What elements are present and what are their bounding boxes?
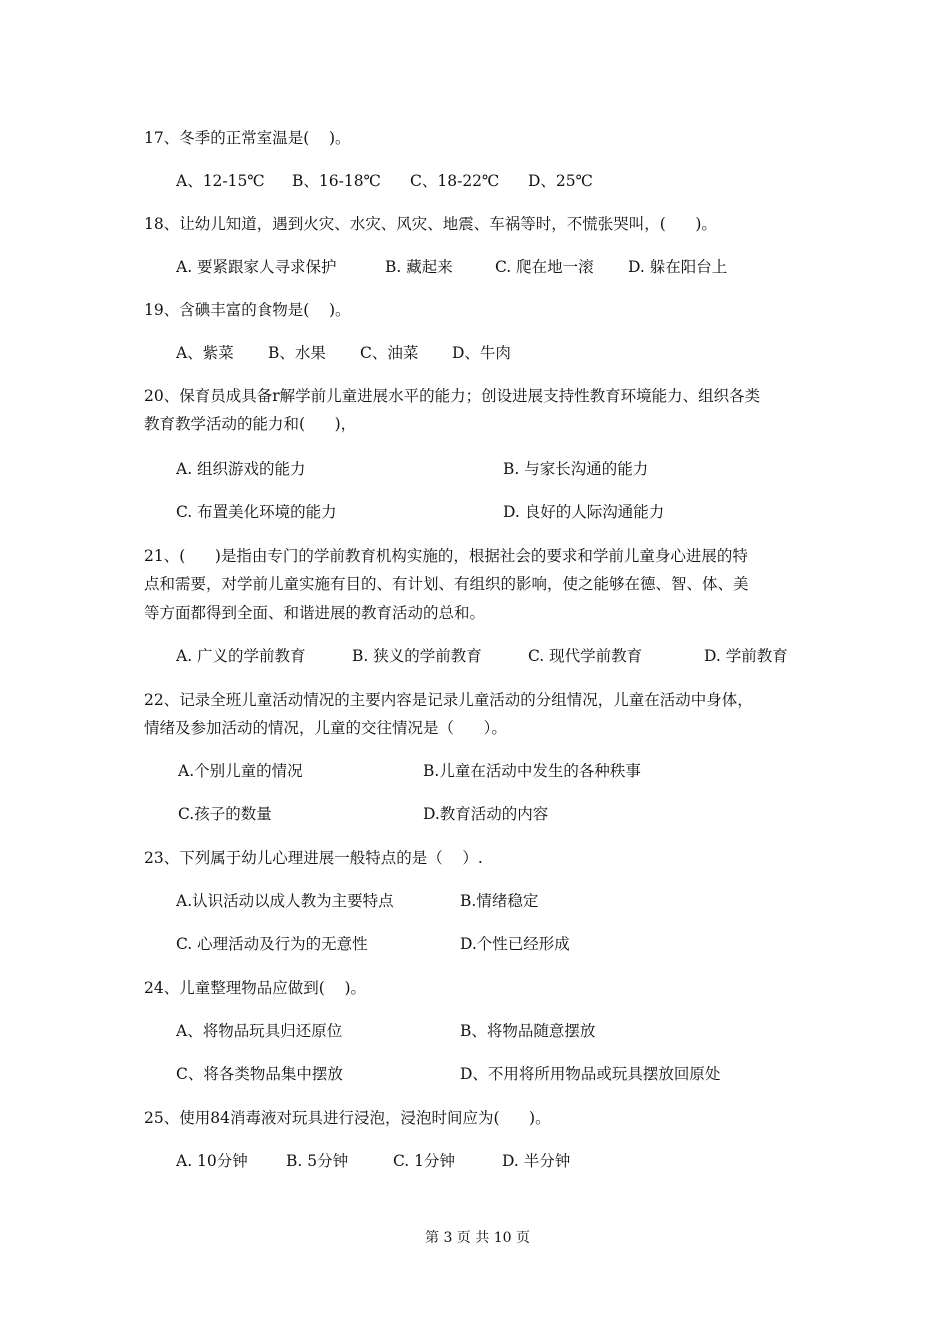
question-20-stem-line-2: 教育教学活动的能力和( )，	[144, 415, 357, 433]
question-19-option-a: A、紫菜	[176, 344, 234, 362]
question-20-stem-line-1: 20、保育员成具备r解学前儿童进展水平的能力；创设进展支持性教育环境能力、组织各类	[144, 387, 761, 405]
question-18-option-a: A. 要紧跟家人寻求保护	[176, 258, 337, 276]
question-21-stem-line-1: 21、( )是指由专门的学前教育机构实施的，根据社会的要求和学前儿童身心进展的特	[144, 547, 748, 565]
question-18-stem: 18、让幼儿知道，遇到火灾、水灾、风灾、地震、车祸等时，不慌张哭叫，( )。	[144, 215, 717, 233]
question-21-stem-line-3: 等方面都得到全面、和谐进展的教育活动的总和。	[144, 604, 486, 622]
question-21-option-b: B. 狭义的学前教育	[352, 647, 482, 665]
question-18-option-d: D. 躲在阳台上	[628, 258, 728, 276]
question-22-option-b: B.儿童在活动中发生的各种秩事	[423, 762, 641, 780]
question-21-option-d: D. 学前教育	[704, 647, 788, 665]
question-22-option-d: D.教育活动的内容	[423, 805, 549, 823]
question-20-option-a: A. 组织游戏的能力	[176, 460, 306, 478]
question-25-option-d: D. 半分钟	[502, 1152, 571, 1170]
question-20-option-b: B. 与家长沟通的能力	[503, 460, 649, 478]
question-17-option-c: C、18-22℃	[410, 172, 500, 190]
page-footer: 第 3 页 共 10 页	[425, 1230, 530, 1246]
question-22-option-a: A.个别儿童的情况	[178, 762, 303, 780]
question-17-option-a: A、12-15℃	[176, 172, 265, 190]
question-20-option-d: D. 良好的人际沟通能力	[503, 503, 665, 521]
question-17-option-d: D、25℃	[528, 172, 593, 190]
question-21-option-c: C. 现代学前教育	[528, 647, 643, 665]
question-23-option-a: A.认识活动以成人教为主要特点	[176, 892, 394, 910]
question-18-option-c: C. 爬在地一滚	[495, 258, 594, 276]
question-24-option-d: D、不用将所用物品或玩具摆放回原处	[460, 1065, 721, 1083]
question-19-option-d: D、牛肉	[452, 344, 511, 362]
question-21-stem-line-2: 点和需要，对学前儿童实施有目的、有计划、有组织的影响，使之能够在德、智、体、美	[144, 575, 749, 593]
question-23-option-d: D.个性已经形成	[460, 935, 570, 953]
question-23-stem: 23、下列属于幼儿心理进展一般特点的是（ ）.	[144, 849, 483, 867]
question-21-option-a: A. 广义的学前教育	[176, 647, 306, 665]
question-25-stem: 25、使用84消毒液对玩具进行浸泡，浸泡时间应为( )。	[144, 1109, 551, 1127]
question-23-option-b: B.情绪稳定	[460, 892, 539, 910]
question-17-option-b: B、16-18℃	[292, 172, 381, 190]
question-20-option-c: C. 布置美化环境的能力	[176, 503, 337, 521]
question-22-stem-line-2: 情绪及参加活动的情况，儿童的交往情况是（ ）。	[144, 719, 507, 737]
question-25-option-b: B. 5分钟	[286, 1152, 349, 1170]
question-24-option-c: C、将各类物品集中摆放	[176, 1065, 343, 1083]
question-25-option-a: A. 10分钟	[176, 1152, 248, 1170]
question-19-stem: 19、含碘丰富的食物是( )。	[144, 301, 351, 319]
question-22-option-c: C.孩子的数量	[178, 805, 272, 823]
question-24-option-a: A、将物品玩具归还原位	[176, 1022, 343, 1040]
question-19-option-c: C、油菜	[360, 344, 419, 362]
question-25-option-c: C. 1分钟	[393, 1152, 456, 1170]
question-17-stem: 17、冬季的正常室温是( )。	[144, 129, 351, 147]
question-24-stem: 24、儿童整理物品应做到( )。	[144, 979, 367, 997]
question-24-option-b: B、将物品随意摆放	[460, 1022, 596, 1040]
question-19-option-b: B、水果	[268, 344, 326, 362]
question-22-stem-line-1: 22、记录全班儿童活动情况的主要内容是记录儿童活动的分组情况，儿童在活动中身体，	[144, 691, 753, 709]
question-23-option-c: C. 心理活动及行为的无意性	[176, 935, 368, 953]
question-18-option-b: B. 藏起来	[385, 258, 453, 276]
